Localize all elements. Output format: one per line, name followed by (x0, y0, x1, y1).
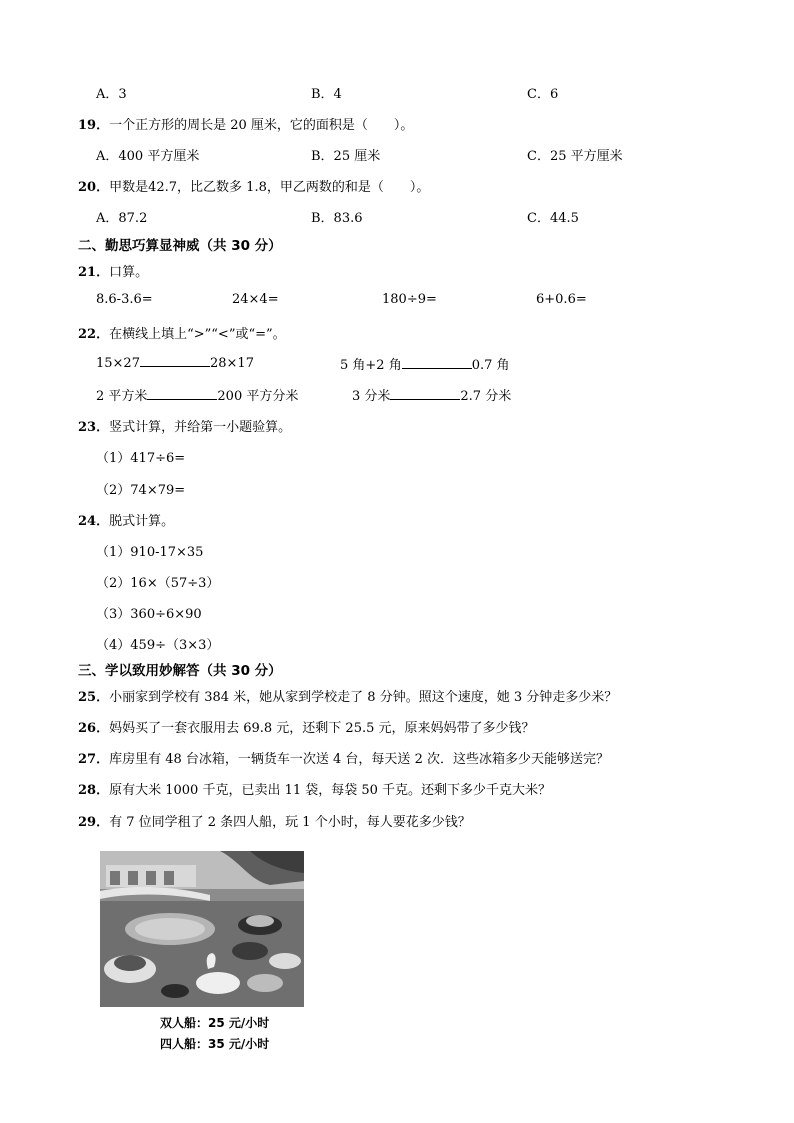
answer-blank[interactable] (390, 387, 460, 400)
q29-text: 有 7 位同学租了 2 条四人船，玩 1 个小时，每人要花多少钱？ (109, 815, 471, 830)
q18-option-c: C．6 (527, 87, 559, 102)
q20-option-b: B．83.6 (311, 211, 363, 226)
q19-question (78, 114, 413, 133)
q22-question (78, 323, 286, 342)
q24-item-2: （2）16×（57÷3） (96, 576, 220, 591)
q24-question (78, 510, 174, 529)
q24-text: 脱式计算。 (109, 514, 175, 529)
q22-row1-a-right: 28×17 (209, 356, 254, 371)
section-3-heading: 三、学以致用妙解答（共 30 分） (78, 663, 282, 679)
q23-question (78, 416, 291, 435)
q22-row1-a (96, 354, 254, 371)
q22-row2-b (352, 385, 511, 404)
q26-question (78, 717, 535, 736)
q24-item-1: （1）910-17×35 (96, 545, 204, 560)
caption-two-person-boat: 双人船：25 元/小时 (160, 1016, 270, 1030)
answer-blank[interactable] (140, 354, 210, 367)
q22-row2-b-right: 2.7 分米 (460, 389, 512, 404)
q21-text: 口算。 (109, 265, 149, 280)
q22-row1-b-right: 0.7 角 (471, 358, 510, 373)
q28-text: 原有大米 1000 千克，已卖出 11 袋，每袋 50 千克。还剩下多少千克大米？ (109, 783, 552, 798)
q20-option-c: C．44.5 (527, 211, 579, 226)
q23-item-2: （2）74×79= (96, 483, 186, 498)
q22-row1-b-left: 5 角+2 角 (340, 358, 402, 373)
q23-number: 23． (78, 420, 110, 435)
section-2-heading: 二、勤思巧算显神威（共 30 分） (78, 238, 282, 254)
q24-number: 24． (78, 514, 110, 529)
q22-number: 22． (78, 327, 110, 342)
q28-number: 28． (78, 783, 110, 798)
q19-option-b: B．25 厘米 (311, 149, 381, 164)
q28-question (78, 779, 551, 798)
answer-blank[interactable] (147, 387, 217, 400)
q27-text: 库房里有 48 台冰箱，一辆货车一次送 4 台，每天送 2 次．这些冰箱多少天能够送完？ (109, 752, 609, 767)
q22-row2-a (96, 385, 298, 404)
q27-number: 27． (78, 752, 110, 767)
q24-item-3: （3）360÷6×90 (96, 607, 202, 622)
q26-number: 26． (78, 721, 110, 736)
q22-row1-b (340, 354, 510, 373)
q19-text: 一个正方形的周长是 20 厘米，它的面积是（ ）。 (109, 118, 414, 133)
q19-option-c: C．25 平方厘米 (527, 149, 623, 164)
q29-question (78, 811, 471, 830)
q19-number: 19． (78, 118, 110, 133)
q23-text: 竖式计算，并给第一小题验算。 (109, 420, 292, 435)
q20-question (78, 176, 429, 195)
q20-option-a: A．87.2 (96, 211, 148, 226)
q22-row2-a-left: 2 平方米 (96, 389, 148, 404)
boat-photo (100, 851, 304, 1007)
q22-row2-a-right: 200 平方分米 (217, 389, 299, 404)
boat-photo-illustration (100, 851, 304, 1007)
q24-item-4: （4）459÷（3×3） (96, 638, 220, 653)
q26-text: 妈妈买了一套衣服用去 69.8 元，还剩下 25.5 元，原来妈妈带了多少钱？ (109, 721, 535, 736)
caption-four-person-boat: 四人船：35 元/小时 (160, 1037, 270, 1051)
q22-row2-b-left: 3 分米 (352, 389, 391, 404)
q21-question (78, 261, 148, 280)
q21-item-2: 24×4= (232, 292, 279, 307)
q23-item-1: （1）417÷6= (96, 451, 186, 466)
answer-blank[interactable] (402, 356, 472, 369)
q20-number: 20． (78, 180, 110, 195)
q22-text: 在横线上填上“>”“<”或“=”。 (109, 327, 286, 342)
q21-item-1: 8.6-3.6= (96, 292, 153, 307)
q25-text: 小丽家到学校有 384 米，她从家到学校走了 8 分钟。照这个速度，她 3 分钟走多少米？ (109, 690, 618, 705)
q25-number: 25． (78, 690, 110, 705)
q27-question (78, 748, 609, 767)
q21-item-3: 180÷9= (382, 292, 437, 307)
q29-number: 29． (78, 815, 110, 830)
q25-question (78, 686, 617, 705)
q18-option-a: A．3 (96, 87, 127, 102)
q20-text: 甲数是42.7，比乙数多 1.8，甲乙两数的和是（ ）。 (109, 180, 430, 195)
q19-option-a: A．400 平方厘米 (96, 149, 200, 164)
q21-number: 21． (78, 265, 110, 280)
q21-item-4: 6+0.6= (536, 292, 587, 307)
q22-row1-a-left: 15×27 (96, 356, 140, 371)
q18-option-b: B．4 (311, 87, 342, 102)
